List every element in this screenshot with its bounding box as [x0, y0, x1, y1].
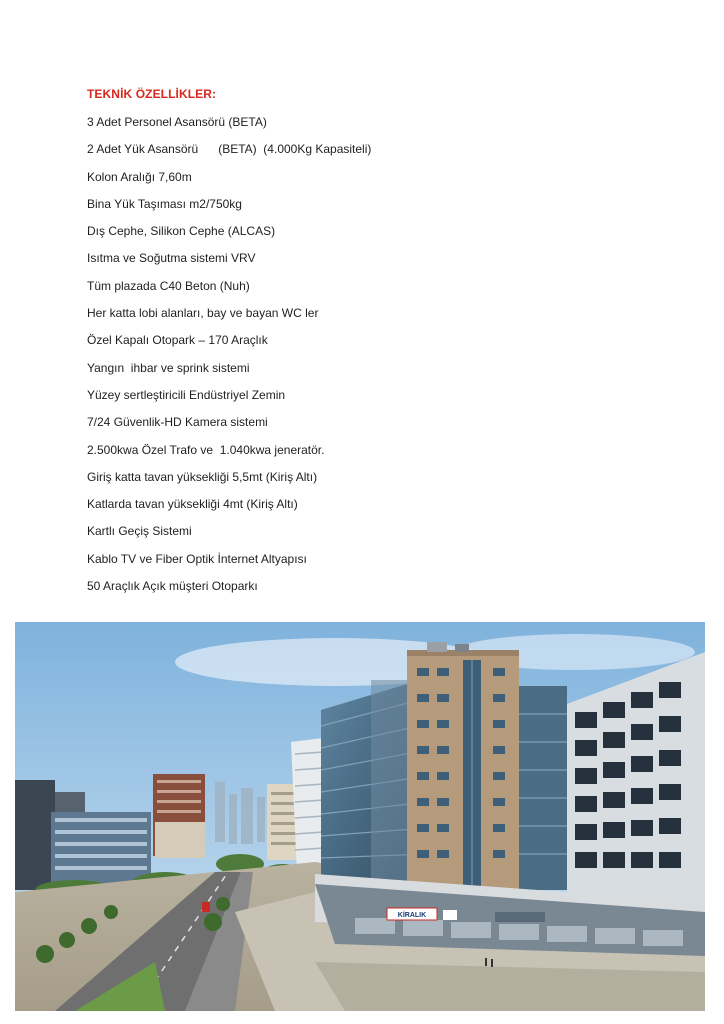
spec-item: Yüzey sertleştiricili Endüstriyel Zemin	[87, 387, 286, 402]
spec-item: Giriş katta tavan yüksekliği 5,5mt (Kiriş Altı)	[87, 469, 318, 484]
spec-item: Kolon Aralığı 7,60m	[87, 169, 192, 184]
page-title: TEKNİK ÖZELLİKLER:	[87, 87, 217, 101]
spec-list	[87, 114, 371, 605]
spec-item: Bina Yük Taşıması m2/750kg	[87, 196, 242, 211]
spec-item: Özel Kapalı Otopark – 170 Araçlık	[87, 333, 268, 348]
building-aerial-photo	[15, 622, 705, 1011]
spec-item: Dış Cephe, Silikon Cephe (ALCAS)	[87, 224, 276, 239]
spec-item: Yangın ihbar ve sprink sistemi	[87, 360, 250, 375]
spec-item: Kartlı Geçiş Sistemi	[87, 524, 192, 539]
spec-item: Tüm plazada C40 Beton (Nuh)	[87, 278, 250, 293]
spec-item: 7/24 Güvenlik-HD Kamera sistemi	[87, 415, 268, 430]
spec-item: Isıtma ve Soğutma sistemi VRV	[87, 251, 256, 266]
spec-item: 3 Adet Personel Asansörü (BETA)	[87, 115, 267, 129]
rental-sign: KİRALIK	[397, 912, 427, 919]
spec-item: 2.500kwa Özel Trafo ve 1.040kwa jeneratör.	[87, 442, 325, 457]
spec-item: Kablo TV ve Fiber Optik İnternet Altyapısı	[87, 551, 307, 566]
spec-item: Her katta lobi alanları, bay ve bayan WC ler	[87, 306, 319, 321]
spec-item: Katlarda tavan yüksekliği 4mt (Kiriş Altı)	[87, 497, 298, 512]
spec-item: 2 Adet Yük Asansörü (BETA) (4.000Kg Kapasiteli)	[87, 142, 372, 157]
spec-item: 50 Araçlık Açık müşteri Otoparkı	[87, 579, 258, 594]
